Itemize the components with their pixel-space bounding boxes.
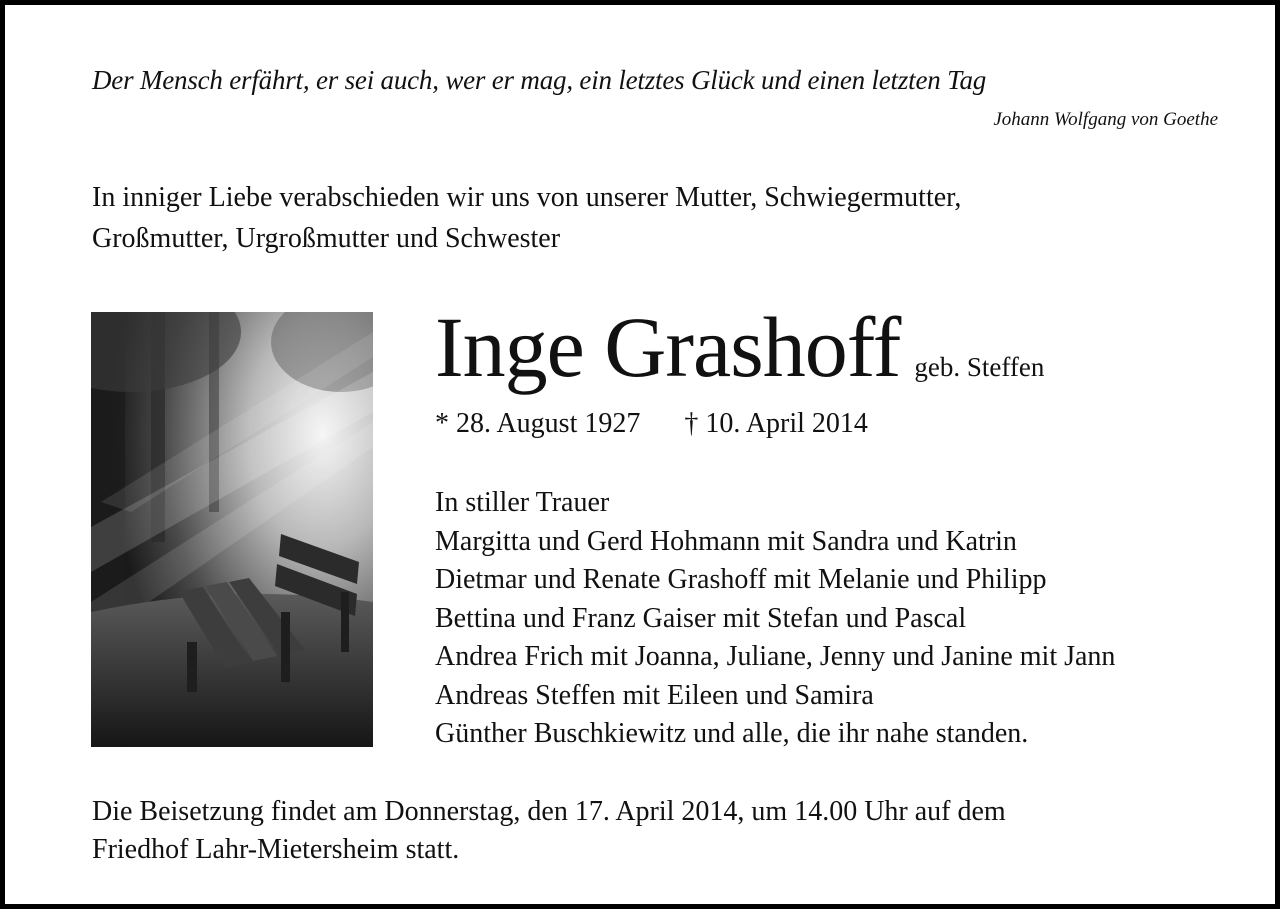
mourner-line: Bettina und Franz Gaiser mit Stefan und Pascal [435,602,967,634]
funeral-info [92,793,1006,869]
forest-bench-photo [91,312,373,747]
mourner-line: Günther Buschkiewitz und alle, die ihr nahe standen. [435,718,1029,749]
maiden-name: geb. Steffen [914,352,1045,382]
intro-line: In inniger Liebe verabschieden wir uns von unserer Mutter, Schwiegermutter, [92,182,962,213]
life-dates [435,408,868,440]
mourner-line: Dietmar und Renate Grashoff mit Melanie und Philipp [435,564,1047,595]
forest-bench-image [91,312,373,747]
deceased-name-line [435,297,1044,397]
mourner-line: Margitta und Gerd Hohmann mit Sandra und Katrin [435,525,1017,557]
birth-date: * 28. August 1927 [435,408,641,439]
intro-line: Großmutter, Urgroßmutter und Schwester [92,223,561,254]
goethe-quote: Der Mensch erfährt, er sei auch, wer er mag, ein letztes Glück und einen letzten Tag [92,65,987,95]
funeral-line: Friedhof Lahr-Mietersheim statt. [92,834,460,865]
funeral-line: Die Beisetzung findet am Donnerstag, den 17. April 2014, um 14.00 Uhr auf dem [92,796,1006,827]
intro-text [92,177,961,259]
mourner-line: Andrea Frich mit Joanna, Juliane, Jenny und Janine mit Jann [435,641,1116,672]
death-date: † 10. April 2014 [684,408,868,439]
mourners-list [435,484,1115,754]
mourner-line: Andreas Steffen mit Eileen und Samira [435,679,874,711]
deceased-name: Inge Grashoff [435,299,901,395]
mourners-heading: In stiller Trauer [435,487,610,518]
quote-author: Johann Wolfgang von Goethe [993,109,1218,130]
